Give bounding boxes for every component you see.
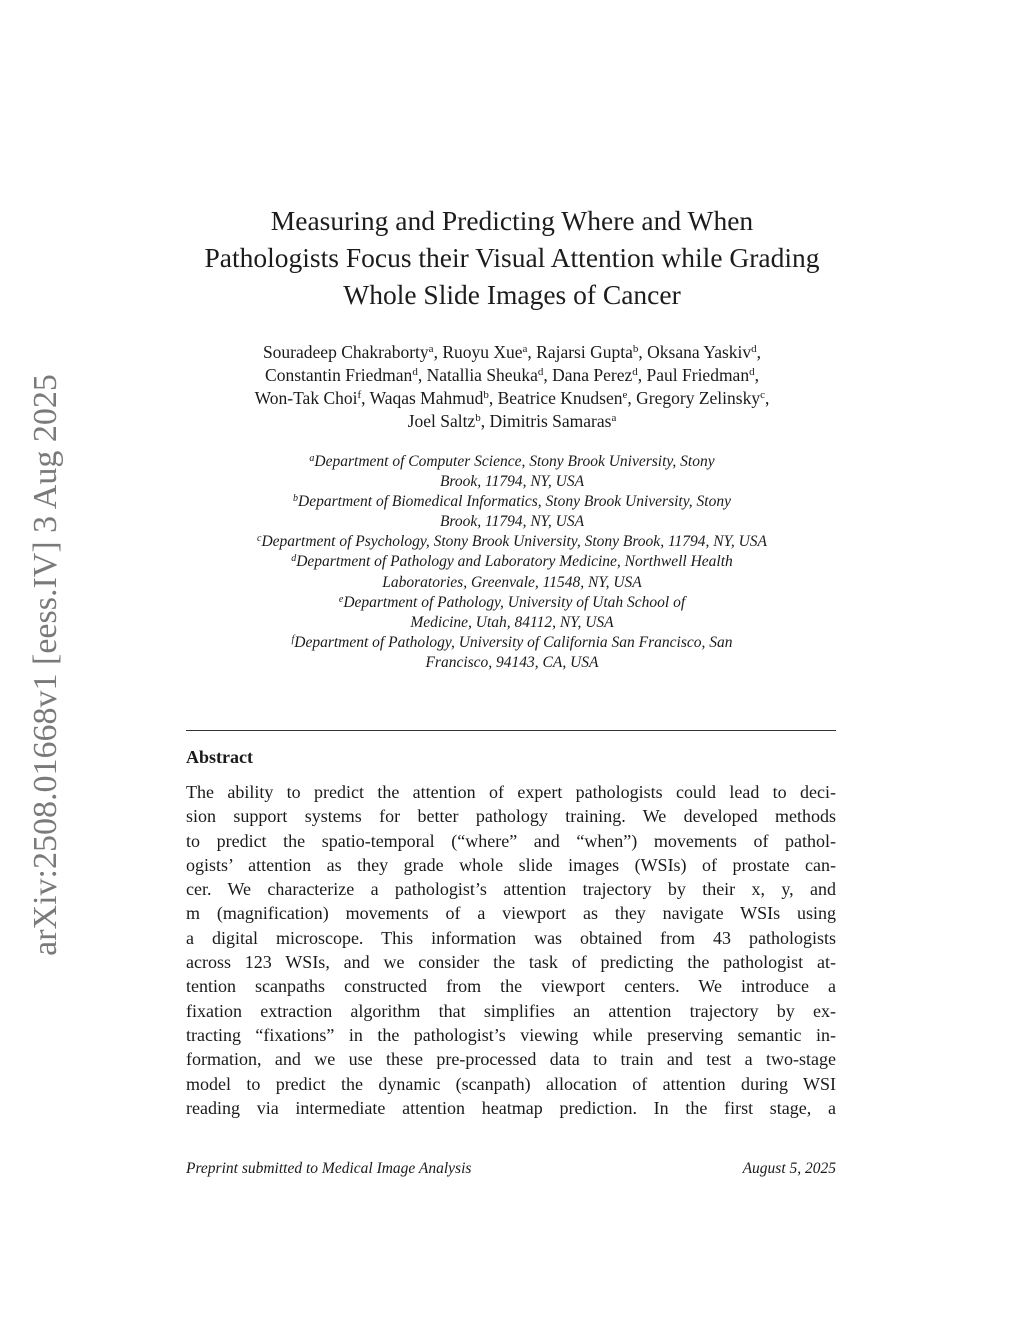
abstract-line: a digital microscope. This information was obtained from 43 pathologists	[186, 927, 836, 948]
author-name: Dimitris Samaras	[489, 411, 612, 431]
affiliation-line: Brook, 11794, NY, USA	[439, 473, 585, 491]
abstract-line: model to predict the dynamic (scanpath) allocation of attention during WSI	[186, 1073, 836, 1094]
author-name: Won-Tak Choi	[254, 388, 358, 408]
author-affil-mark: d	[749, 366, 755, 378]
author-name: Dana Perez	[552, 365, 633, 385]
abstract-line: m (magnification) movements of a viewport as they navigate WSIs using	[186, 903, 836, 924]
footer-journal: Preprint submitted to Medical Image Analysis	[186, 1160, 472, 1177]
affiliation-line: $^e$Department of Pathology, University of Utah School of	[338, 593, 686, 611]
author-name: Oksana Yaskiv	[647, 342, 752, 362]
abstract-body	[186, 780, 836, 1120]
author-affil-mark: b	[475, 412, 481, 424]
affiliation-line: Laboratories, Greenvale, 11548, NY, USA	[382, 573, 642, 591]
author-name: Souradeep Chakraborty	[262, 342, 429, 362]
abstract-line: tention scanpaths constructed from the viewport centers. We introduce a	[186, 976, 836, 997]
author-name: Waqas Mahmud	[369, 388, 484, 408]
author-affil-mark: a	[611, 412, 617, 424]
author-name: Paul Friedman	[646, 365, 750, 385]
author-affil-mark: e	[622, 389, 628, 401]
author-affil-mark: d	[751, 343, 757, 355]
author-name: Ruoyu Xue	[442, 342, 523, 362]
author-line: Joel Saltz$^b$, Dimitris Samaras$^a$	[407, 411, 617, 431]
title-line: Measuring and Predicting Where and When	[270, 205, 754, 236]
author-affil-mark: b	[483, 389, 489, 401]
affiliation-line: Brook, 11794, NY, USA	[439, 513, 585, 531]
author-name: Rajarsi Gupta	[536, 342, 633, 362]
affiliation-line: $^d$Department of Pathology and Laboratory Medicine, Northwell Health	[291, 553, 733, 571]
abstract-line: to predict the spatio-temporal (“where” and “when”) movements of pathol-	[186, 830, 836, 851]
author-line: Constantin Friedman$^d$, Natallia Sheuka$^d$, Dana Perez$^d$, Paul Friedman$^d$,	[265, 365, 759, 385]
author-affil-mark: a	[522, 343, 528, 355]
title-line: Pathologists Focus their Visual Attention while Grading	[204, 242, 820, 273]
affiliation-line: $^b$Department of Biomedical Informatics, Stony Brook University, Stony	[293, 493, 731, 511]
affiliation-line: Medicine, Utah, 84112, NY, USA	[410, 613, 614, 631]
abstract-line: cer. We characterize a pathologist’s attention trajectory by their x, y, and	[186, 879, 836, 900]
abstract-line: sion support systems for better pathology training. We developed methods	[186, 806, 836, 827]
footer-date: August 5, 2025	[742, 1160, 836, 1177]
author-affil-mark: d	[412, 366, 418, 378]
abstract-line: The ability to predict the attention of expert pathologists could lead to deci-	[186, 782, 836, 802]
affiliation-line: $^c$Department of Psychology, Stony Brook University, Stony Brook, 11794, NY, USA	[256, 533, 767, 551]
abstract-line: formation, and we use these pre-processed data to train and test a two-stage	[186, 1049, 836, 1070]
author-affil-mark: b	[632, 343, 639, 355]
abstract-line: ogists’ attention as they grade whole slide images (WSIs) of prostate can-	[186, 854, 836, 875]
author-affil-mark: f	[357, 389, 362, 401]
author-affil-mark: d	[632, 366, 638, 378]
abstract-line: reading via intermediate attention heatmap prediction. In the first stage, a	[186, 1097, 836, 1118]
author-line: Souradeep Chakraborty$^a$, Ruoyu Xue$^a$, Rajarsi Gupta$^b$, Oksana Yaskiv$^d$,	[262, 342, 762, 362]
abstract-line: tracting “fixations” in the pathologist’s viewing while preserving semantic in-	[186, 1024, 836, 1045]
paper-title	[160, 202, 864, 313]
affiliation-line: $^f$Department of Pathology, University of California San Francisco, San	[291, 633, 733, 651]
abstract-divider	[186, 730, 836, 731]
author-name: Natallia Sheuka	[426, 365, 538, 385]
title-line: Whole Slide Images of Cancer	[343, 279, 681, 310]
abstract-line: across 123 WSIs, and we consider the task of predicting the pathologist at-	[186, 952, 836, 973]
author-line: Won-Tak Choi$^f$, Waqas Mahmud$^b$, Beatrice Knudsen$^e$, Gregory Zelinsky$^c$,	[254, 388, 770, 408]
author-name: Beatrice Knudsen	[497, 388, 623, 408]
author-affil-mark: a	[428, 343, 434, 355]
author-name: Gregory Zelinsky	[636, 388, 761, 408]
abstract-heading: Abstract	[186, 747, 253, 767]
author-affil-mark: c	[760, 389, 765, 401]
affiliation-line: $^a$Department of Computer Science, Stony Brook University, Stony	[309, 453, 715, 470]
affiliation-line: Francisco, 94143, CA, USA	[425, 653, 599, 671]
author-list	[170, 341, 854, 433]
author-name: Joel Saltz	[407, 411, 476, 431]
arxiv-identifier: arXiv:2508.01668v1 [eess.IV] 3 Aug 2025	[27, 374, 64, 956]
author-affil-mark: d	[537, 366, 544, 378]
affiliation-list	[160, 452, 864, 673]
author-name: Constantin Friedman	[265, 365, 413, 385]
abstract-line: fixation extraction algorithm that simplifies an attention trajectory by ex-	[186, 1000, 836, 1021]
